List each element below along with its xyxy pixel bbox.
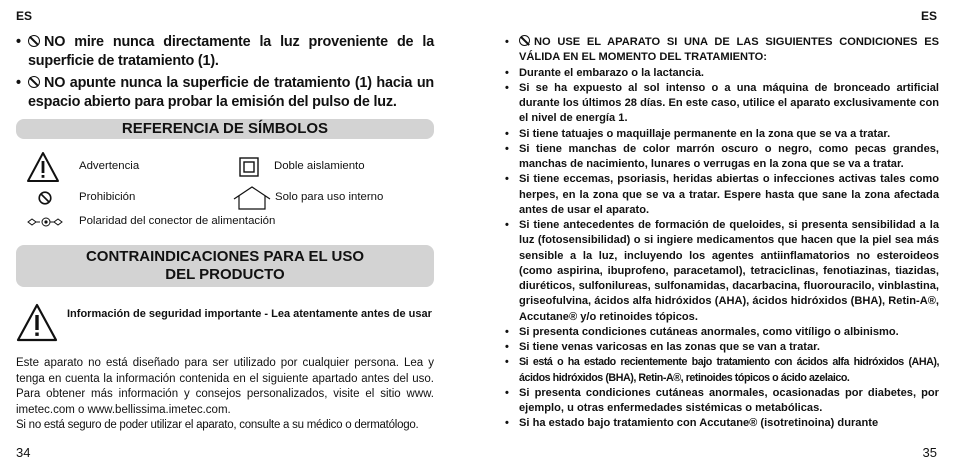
indoor-use-house-icon (232, 185, 272, 211)
warning-item: • NO mire nunca directamente la luz proveniente de la superficie de tratamiento (1). (16, 33, 434, 71)
page-number: 34 (16, 445, 31, 460)
list-item: • Si tiene eccemas, psoriasis, heridas abiertas o infecciones activas tales como herpes, en la zona que se va a tratar. Espere hasta que sane la zona afectada antes de usar el aparato. (505, 173, 939, 216)
list-item: • Si tiene manchas de color marrón oscuro o negro, como pecas grandes, manchas de nacimiento, lunares o verrugas en la zona que se va a tratar. (505, 142, 939, 170)
list-item: • Si se ha expuesto al sol intenso o a una máquina de bronceado artificial durante los últimos 28 días. En este caso, utilice el aparato exclusivamente con el nivel de energía 1. (505, 81, 939, 125)
double-insulation-icon (239, 157, 259, 177)
list-item: • Si presenta condiciones cutáneas anormales, como vitíligo o albinismo. (505, 325, 899, 338)
light-warning-list (16, 33, 434, 115)
prohibition-icon (28, 35, 40, 47)
prohibition-icon (519, 35, 530, 46)
list-item: • Si ha estado bajo tratamiento con Accutane® (isotretinoina) durante (505, 417, 879, 430)
prohibition-icon (28, 76, 40, 88)
list-item: • Si presenta condiciones cutáneas anormales, ocasionadas por diabetes, por ejemplo, u otras enfermedades sistémicas o metabólicas. (505, 386, 939, 414)
language-label: ES (920, 9, 937, 23)
symbol-label-polarity: Polaridad del conector de alimentación (79, 215, 276, 227)
contraindication-header: • NO USE EL APARATO SI UNA DE LAS SIGUIENTES CONDICIONES ES VÁLIDA EN EL MOMENTO DEL TRATAMIENTO: (505, 36, 939, 64)
page-number: 35 (922, 445, 937, 460)
contraindication-list (505, 35, 939, 432)
intro-body-text: Este aparato no está diseñado para ser utilizado por cualquier persona. Lea y tenga en cuenta la información contenida en el siguiente apartado antes del uso. Para obtener más información y consejos personalizados, visite el sitio www. imetec.com o www.bellissima.imetec.com. Si no está seguro de poder utilizar el aparato, consulte a su médico o dermatólogo. (16, 357, 434, 432)
symbol-label-warning: Advertencia (79, 160, 140, 172)
symbol-label-indoor-use: Solo para uso interno (275, 191, 384, 203)
safety-notice: Información de seguridad importante - Lea atentamente antes de usar (67, 308, 432, 320)
symbols-section-title: REFERENCIA DE SÍMBOLOS (16, 119, 434, 139)
list-item: • Si tiene antecedentes de formación de queloides, si presenta sensibilidad a la luz (fotosensibilidad) o si ingiere medicamentos que hacen que la piel sea más sensible a la luz, incluyendo los agentes antiinflamatorios no esteroideos (como aspirina, ibuprofeno, paracetamol), tetraciclinas, fenotiazinas, tiazidas, diuréticos, sulfonilureas, sulfonamidas, dacarbacina, fluorouracilo, vinblastina, griseofulvina, ácidos alfa hidróxidos (AHA), ácidos hidróxidos (BHA), Retin-A®, Accutane® y/o retinoides tópicos. (505, 219, 939, 323)
list-item: • Si tiene tatuajes o maquillaje permanente en la zona que se va a tratar. (505, 127, 891, 140)
warning-triangle-icon (16, 303, 58, 342)
list-item: • Durante el embarazo o la lactancia. (505, 66, 704, 79)
warning-item: • NO apunte nunca la superficie de tratamiento (1) hacia un espacio abierto para probar la emisión del pulso de luz. (16, 74, 434, 112)
polarity-connector-icon (26, 216, 66, 228)
list-item: • Si tiene venas varicosas en las zonas que se van a tratar. (505, 341, 820, 353)
prohibition-icon (38, 191, 52, 205)
list-item: • Si está o ha estado recientemente bajo tratamiento con ácidos alfa hidróxidos (AHA), ácidos hidróxidos (BHA), Retin-A®, retinoides tópicos o ácido azelaico. (505, 356, 939, 384)
contraindications-section-title: CONTRAINDICACIONES PARA EL USO DEL PRODUCTO (16, 245, 434, 287)
symbol-label-double-insulation: Doble aislamiento (274, 160, 365, 172)
warning-triangle-icon (26, 151, 60, 183)
language-label: ES (16, 9, 33, 23)
symbol-label-prohibition: Prohibición (79, 191, 136, 203)
